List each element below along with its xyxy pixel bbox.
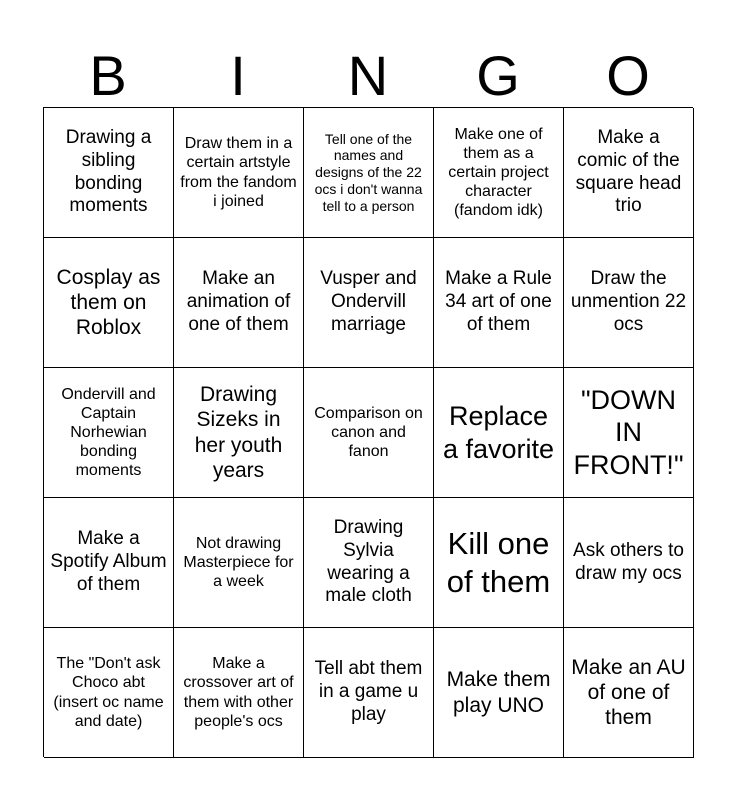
cell-text: Drawing a sibling bonding moments <box>65 126 152 217</box>
bingo-cell[interactable] <box>304 368 434 498</box>
bingo-cell[interactable] <box>434 108 564 238</box>
bingo-cell[interactable] <box>564 108 694 238</box>
cell-text: Comparison on canon and fanon <box>314 404 423 461</box>
cell-text: Drawing Sylvia wearing a male cloth <box>325 516 412 607</box>
cell-text: "DOWN IN FRONT!" <box>573 384 684 480</box>
cell-text: Draw them in a certain artstyle from the fandom i joined <box>180 135 297 210</box>
bingo-cell[interactable] <box>304 238 434 368</box>
cell-text: Tell abt them in a game u play <box>314 658 423 725</box>
bingo-cell[interactable] <box>434 498 564 628</box>
cell-text: Make one of them as a certain project character (fandom idk) <box>448 125 549 220</box>
cell-text: Cosplay as them on Roblox <box>56 265 161 340</box>
header-letter-o: O <box>606 44 650 107</box>
cell-text: Draw the unmention 22 ocs <box>570 268 687 335</box>
bingo-cell[interactable] <box>304 108 434 238</box>
cell-text: Make a Rule 34 art of one of them <box>445 268 552 335</box>
cell-text: Ask others to draw my ocs <box>573 539 684 584</box>
bingo-board <box>43 107 693 757</box>
bingo-cell[interactable] <box>434 368 564 498</box>
header-letter-b: B <box>89 44 127 107</box>
cell-text: Replace a favorite <box>442 401 555 464</box>
bingo-cell[interactable] <box>174 498 304 628</box>
header-letter-g: G <box>476 44 520 107</box>
cell-text: Ondervill and Captain Norhewian bonding moments <box>61 385 156 480</box>
bingo-cell[interactable] <box>434 628 564 758</box>
bingo-cell[interactable] <box>564 498 694 628</box>
bingo-cell[interactable] <box>304 628 434 758</box>
cell-text: Make a Spotify Album of them <box>50 528 167 595</box>
bingo-cell[interactable] <box>304 498 434 628</box>
cell-text: Vusper and Ondervill marriage <box>320 268 417 335</box>
bingo-cell[interactable] <box>44 498 174 628</box>
bingo-cell[interactable] <box>564 238 694 368</box>
header-letter-n: N <box>347 44 389 107</box>
cell-text: The "Don't ask Choco abt (insert oc name and date) <box>53 655 164 730</box>
bingo-cell[interactable] <box>174 238 304 368</box>
bingo-cell[interactable] <box>44 628 174 758</box>
bingo-cell[interactable] <box>44 238 174 368</box>
cell-text: Not drawing Masterpiece for a week <box>183 534 294 591</box>
cell-text: Make an animation of one of them <box>186 268 291 335</box>
bingo-cell[interactable] <box>174 628 304 758</box>
bingo-cell[interactable] <box>44 108 174 238</box>
bingo-cell[interactable] <box>434 238 564 368</box>
cell-text: Make a comic of the square head trio <box>575 126 682 217</box>
cell-text: Kill one of them <box>446 526 551 599</box>
bingo-cell[interactable] <box>174 108 304 238</box>
bingo-header <box>43 44 693 108</box>
cell-text: Make them play UNO <box>446 668 551 717</box>
header-letter-i: I <box>230 44 246 107</box>
cell-text: Tell one of the names and designs of the 22 ocs i don't wanna tell to a person <box>314 130 423 214</box>
cell-text: Make a crossover art of them with other people's ocs <box>183 655 294 730</box>
bingo-cell[interactable] <box>564 628 694 758</box>
cell-text: Drawing Sizeks in her youth years <box>194 383 283 482</box>
bingo-cell[interactable] <box>44 368 174 498</box>
bingo-cell[interactable] <box>174 368 304 498</box>
bingo-cell[interactable] <box>564 368 694 498</box>
cell-text: Make an AU of one of them <box>571 655 686 730</box>
